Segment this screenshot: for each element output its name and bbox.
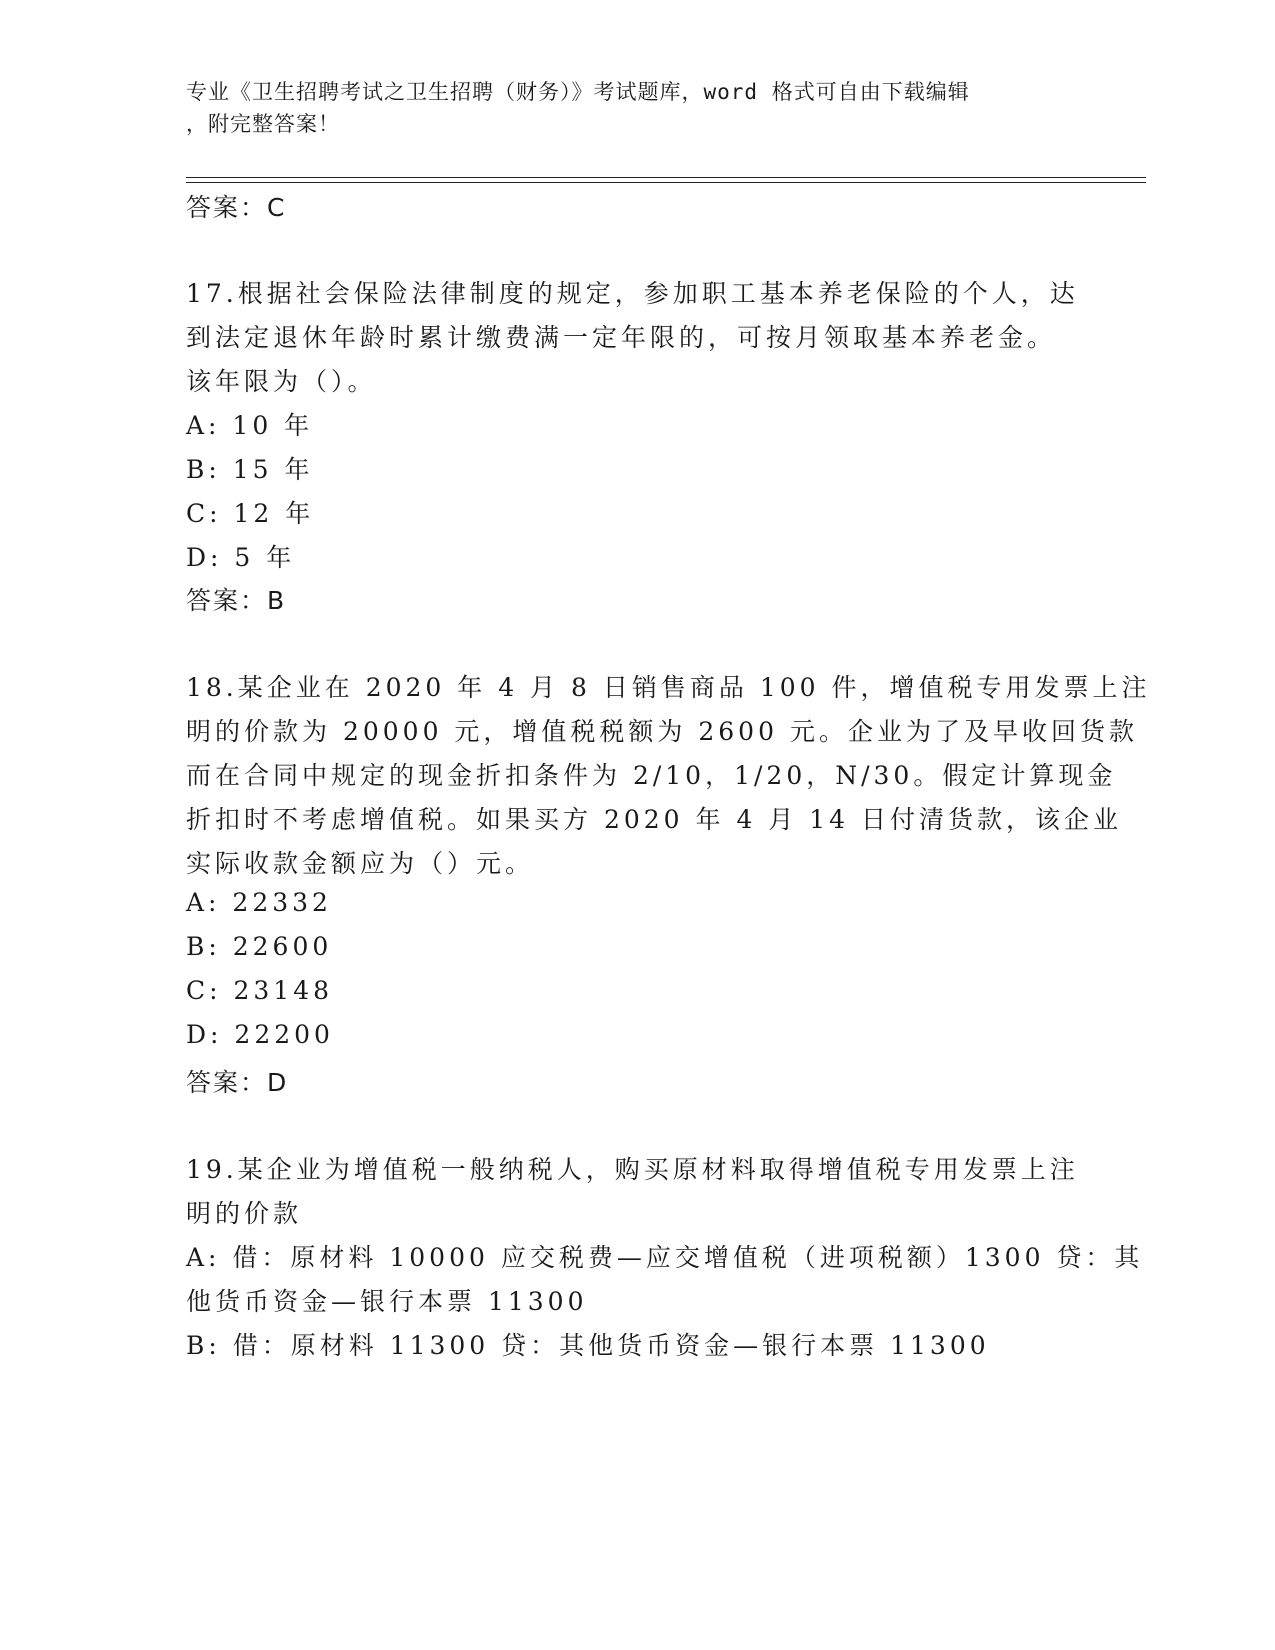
q17-answer: 答案：B bbox=[186, 586, 287, 615]
q17-text-line-1: 17.根据社会保险法律制度的规定，参加职工基本养老保险的个人，达 bbox=[186, 279, 1079, 308]
q18-text-line-2: 明的价款为 20000 元，增值税税额为 2600 元。企业为了及早收回货款 bbox=[186, 717, 1138, 746]
q19-option-b: B: 借：原材料 11300 贷：其他货币资金—银行本票 11300 bbox=[186, 1331, 990, 1360]
q17-option-d: D: 5 年 bbox=[186, 543, 296, 572]
q17-option-c: C: 12 年 bbox=[186, 499, 315, 528]
q17-option-b: B: 15 年 bbox=[186, 455, 314, 484]
q18-option-b: B: 22600 bbox=[186, 932, 333, 961]
q17-option-a: A: 10 年 bbox=[186, 411, 314, 440]
q19-text-line-2: 明的价款 bbox=[186, 1199, 303, 1228]
q19-option-a-line-1: A: 借：原材料 10000 应交税费—应交增值税（进项税额）1300 贷：其 bbox=[186, 1243, 1144, 1272]
header-line-1: 专业《卫生招聘考试之卫生招聘（财务）》考试题库，word 格式可自由下载编辑 bbox=[186, 80, 970, 104]
q19-option-a-line-2: 他货币资金—银行本票 11300 bbox=[186, 1287, 588, 1316]
q18-option-d: D: 22200 bbox=[186, 1020, 334, 1049]
q18-text-line-4: 折扣时不考虑增值税。如果买方 2020 年 4 月 14 日付清货款，该企业 bbox=[186, 805, 1123, 834]
previous-answer: 答案：C bbox=[186, 193, 287, 222]
document-header bbox=[186, 76, 1086, 140]
q18-text-line-5: 实际收款金额应为（）元。 bbox=[186, 849, 535, 878]
q18-text-line-3: 而在合同中规定的现金折扣条件为 2/10，1/20，N/30。假定计算现金 bbox=[186, 761, 1117, 790]
q18-option-c: C: 23148 bbox=[186, 976, 334, 1005]
q18-option-a: A: 22332 bbox=[186, 888, 332, 917]
header-line-2: ，附完整答案！ bbox=[186, 112, 340, 136]
q18-answer: 答案：D bbox=[186, 1068, 289, 1097]
q19-text-line-1: 19.某企业为增值税一般纳税人，购买原材料取得增值税专用发票上注 bbox=[186, 1155, 1079, 1184]
q17-text-line-2: 到法定退休年龄时累计缴费满一定年限的，可按月领取基本养老金。 bbox=[186, 323, 1057, 352]
header-divider-top bbox=[186, 177, 1146, 178]
q18-text-line-1: 18.某企业在 2020 年 4 月 8 日销售商品 100 件，增值税专用发票上注 bbox=[186, 673, 1151, 702]
q17-text-line-3: 该年限为（）。 bbox=[186, 367, 377, 396]
header-divider-bottom bbox=[186, 182, 1146, 183]
